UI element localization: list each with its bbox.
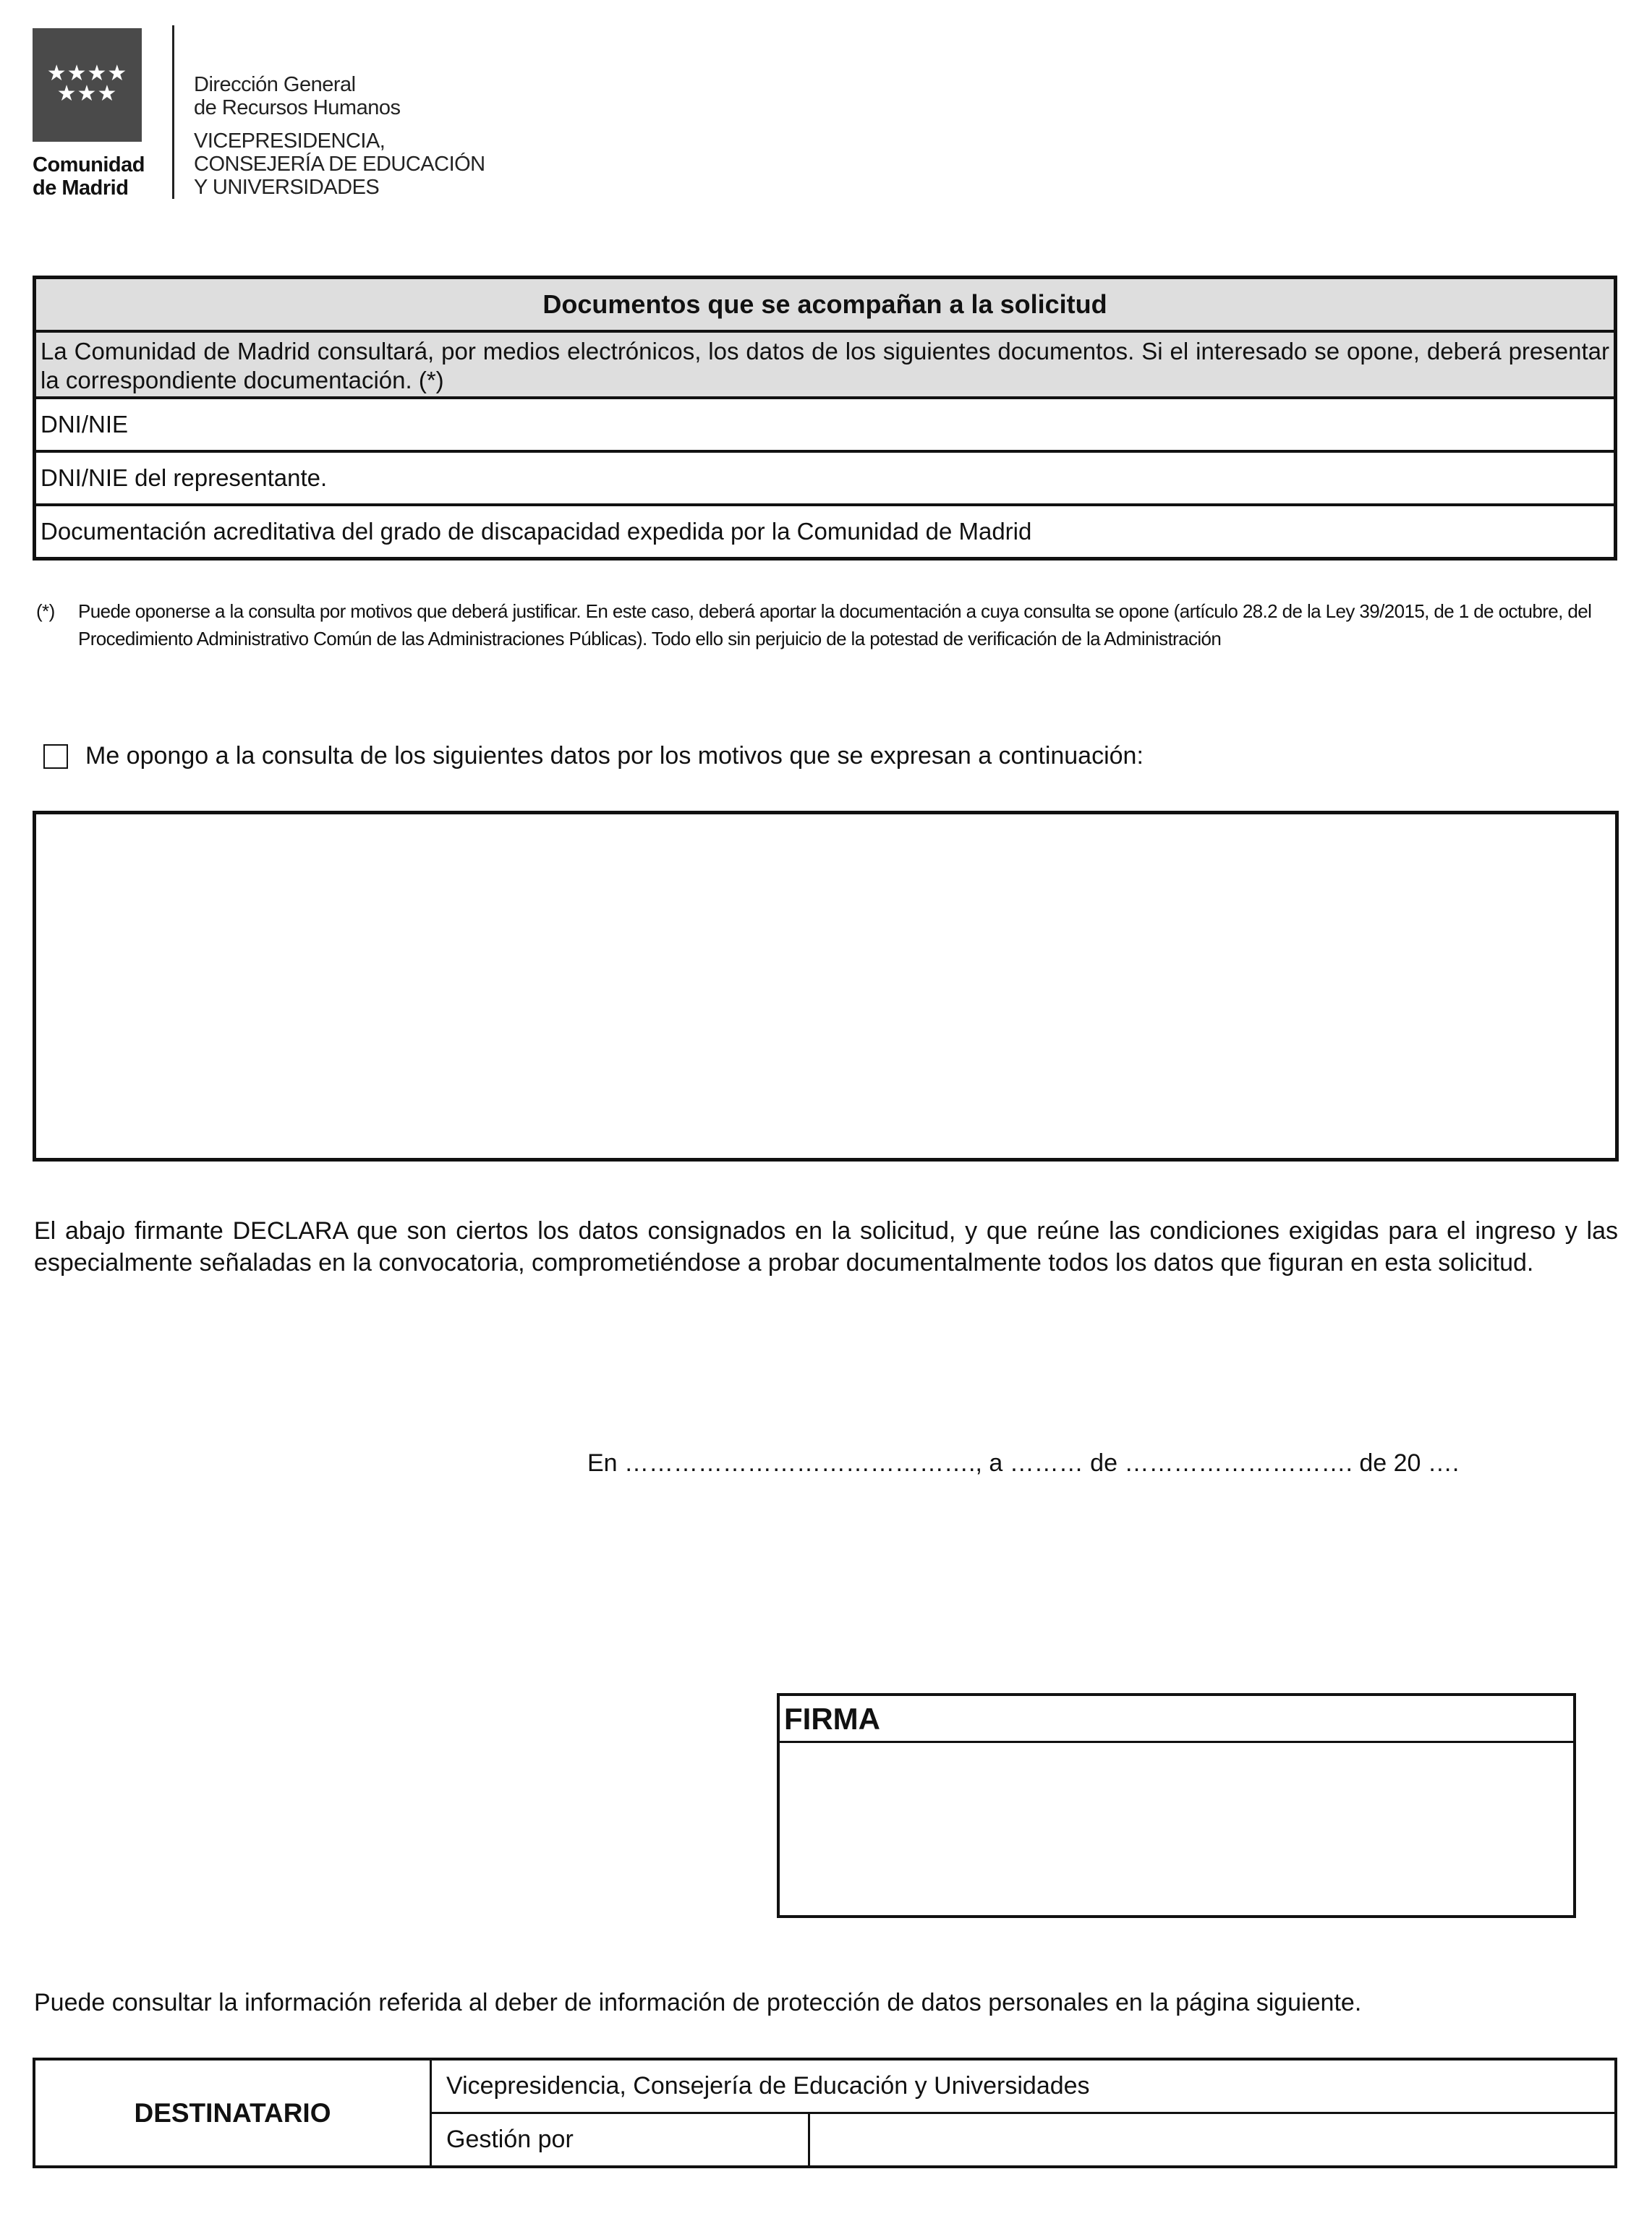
data-protection-notice: Puede consultar la información referida al deber de información de protección de datos personales en la página siguiente. bbox=[34, 1989, 1362, 2016]
document-item: DNI/NIE del representante. bbox=[35, 451, 1616, 505]
opposition-checkbox[interactable] bbox=[43, 744, 68, 769]
document-item: DNI/NIE bbox=[35, 398, 1616, 451]
managed-by-label: Gestión por bbox=[431, 2113, 809, 2168]
documents-intro: La Comunidad de Madrid consultará, por medios electrónicos, los datos de los siguientes documentos. Si el interesado se opone, deberá presentar la correspondiente documentación. (*) bbox=[35, 331, 1616, 398]
org-line: CONSEJERÍA DE EDUCACIÓN bbox=[194, 153, 485, 176]
recipient-entity: Vicepresidencia, Consejería de Educación y Universidades bbox=[431, 2059, 1617, 2113]
org-line: VICEPRESIDENCIA, bbox=[194, 129, 386, 153]
org-line: de Recursos Humanos bbox=[194, 96, 401, 119]
documents-table bbox=[33, 276, 1617, 561]
signature-label: FIRMA bbox=[780, 1696, 1573, 1743]
org-line: Y UNIVERSIDADES bbox=[194, 176, 380, 199]
recipient-label: DESTINATARIO bbox=[34, 2059, 431, 2167]
managed-by-field[interactable] bbox=[809, 2113, 1617, 2168]
documents-title: Documentos que se acompañan a la solicitud bbox=[35, 278, 1616, 332]
logo-divider bbox=[172, 25, 174, 199]
footnote bbox=[36, 597, 1613, 652]
signature-box[interactable] bbox=[777, 1693, 1576, 1918]
opposition-option[interactable] bbox=[43, 742, 1144, 770]
place-date-line[interactable]: En ……………………………………., a ……… de ………………………. de 20 …. bbox=[587, 1449, 1460, 1477]
org-line: Dirección General bbox=[194, 73, 356, 96]
logo-name-line1: Comunidad bbox=[33, 153, 145, 176]
opposition-label: Me opongo a la consulta de los siguientes datos por los motivos que se expresan a continuación: bbox=[85, 742, 1144, 770]
logo-name-line2: de Madrid bbox=[33, 176, 129, 200]
stars-icon: ★★★★ ★★★ bbox=[46, 61, 128, 106]
declaration-text: El abajo firmante DECLARA que son ciertos los datos consignados en la solicitud, y que reúne las condiciones exigidas para el ingreso y las especialmente señaladas en la convocatoria, comprometiéndose a probar documentalmente todos los datos que figuran en esta solicitud. bbox=[34, 1217, 1618, 1277]
recipient-table bbox=[33, 2058, 1617, 2168]
footnote-mark: (*) bbox=[36, 600, 55, 622]
footnote-text: Puede oponerse a la consulta por motivos que deberá justificar. En este caso, deberá aportar la documentación a cuya consulta se opone (artículo 28.2 de la Ley 39/2015, de 1 de octubre, del Procedimiento Administrativo Común de las Administraciones Públicas). Todo ello sin perjuicio de la potestad de verificación de la Administración bbox=[78, 600, 1592, 649]
opposition-reasons-field[interactable] bbox=[33, 811, 1619, 1162]
document-item: Documentación acreditativa del grado de discapacidad expedida por la Comunidad de Madrid bbox=[35, 505, 1616, 559]
